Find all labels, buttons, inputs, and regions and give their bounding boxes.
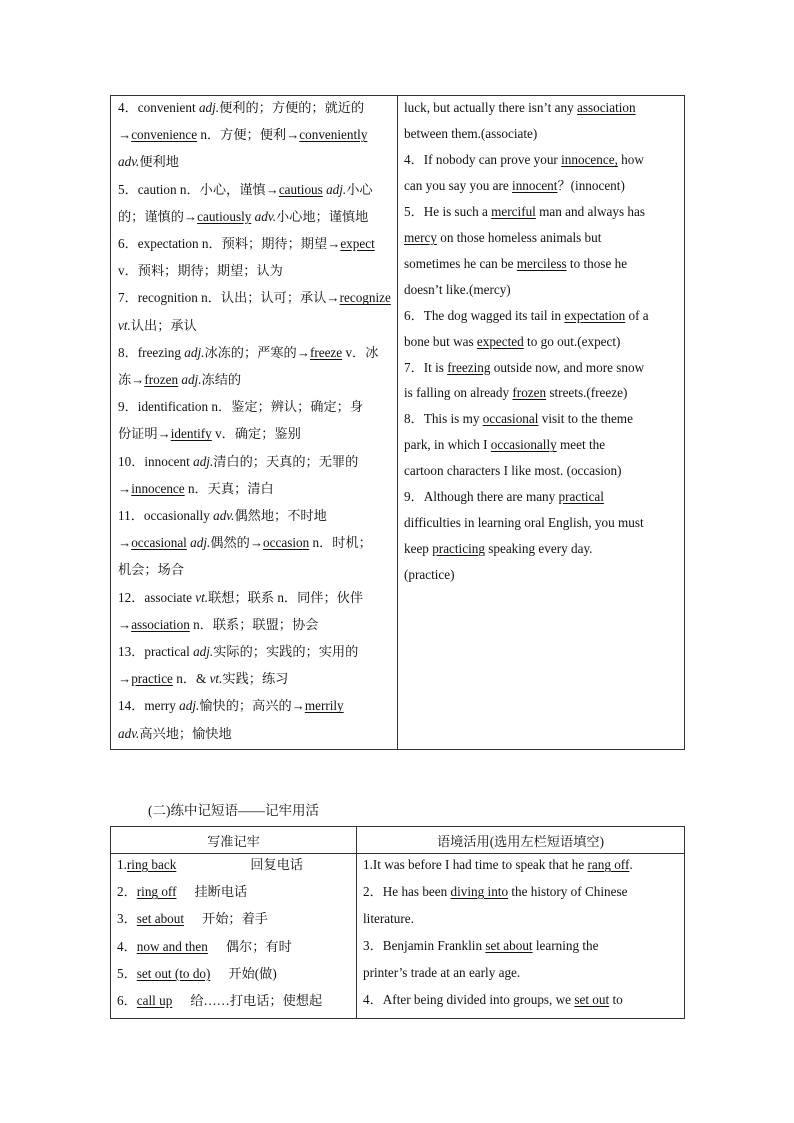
phrase-item [117, 993, 322, 1009]
text-segment: the history of Chinese [508, 884, 628, 899]
text-line [118, 127, 367, 143]
answer-word: association [576, 100, 636, 115]
text-segment: bone but was [404, 333, 477, 349]
text-segment: 便利地 [139, 154, 179, 170]
text-line [118, 290, 391, 306]
text-segment: literature. [363, 911, 414, 926]
text-segment: 7．recognition [118, 290, 202, 306]
text-segment: between them.(associate) [404, 125, 538, 141]
text-segment: 1.It was before I had time to speak that he [363, 857, 588, 872]
column-divider [356, 827, 357, 1018]
text-segment: 5．He is such a [404, 203, 492, 219]
header-left: 写准记牢 [207, 834, 260, 849]
answer-word: innocence [131, 480, 185, 496]
text-segment: n．方便；便利→ [197, 127, 300, 143]
answer-word: practice [131, 671, 173, 687]
text-segment: to go out.(expect) [523, 333, 621, 349]
text-line [118, 508, 327, 524]
text-segment: adv.高兴地；愉快地 [118, 725, 232, 741]
text-segment: of a [625, 307, 649, 323]
text-line [118, 644, 358, 660]
text-segment: 冻→ [118, 372, 145, 387]
answer-word: merrily [304, 698, 344, 714]
text-line [118, 562, 184, 578]
text-line [404, 567, 455, 583]
text-line [363, 911, 414, 927]
text-line [404, 178, 625, 194]
answer-word: set about [485, 938, 533, 953]
text-segment: n．预料；期待；期望→ [201, 236, 341, 251]
answer-word: cautiously [197, 208, 252, 224]
text-segment: man and always has [535, 203, 645, 219]
phrase-meaning: 挂断电话 [194, 884, 248, 900]
answer-word: recognize [339, 290, 391, 306]
text-line [118, 454, 358, 470]
answer-word: practicing [432, 541, 485, 557]
text-segment: park, in which I [404, 437, 491, 453]
answer-word: set out [574, 992, 610, 1007]
text-segment: 14．merry [118, 698, 180, 714]
phrase-meaning: 回复电话 [250, 857, 304, 872]
phrase-number: 1. [117, 857, 127, 872]
text-line [404, 411, 633, 427]
text-segment: . [629, 857, 633, 872]
text-segment: v．确定；鉴别 [211, 426, 301, 442]
text-segment: luck, but actually there isn’t any [404, 100, 577, 115]
phrase-number: 5． [117, 965, 137, 981]
answer-word: cautious [278, 181, 323, 197]
text-segment: 10．innocent [118, 453, 194, 469]
text-segment: n．鉴定；辨认；确定；身 [211, 399, 364, 415]
text-segment: 便利的；方便的；就近的 [219, 100, 365, 115]
text-line [404, 334, 620, 350]
text-segment: 3．Benjamin Franklin [363, 938, 486, 953]
answer-word: frozen [144, 372, 179, 387]
text-segment: adj.偶然的→ [190, 535, 264, 551]
text-line [404, 204, 645, 220]
answer-word: merciless [516, 255, 567, 271]
text-line [118, 399, 363, 415]
text-segment: adv. [118, 154, 140, 170]
answer-word: mercy [404, 229, 437, 245]
text-line [118, 726, 232, 742]
answer-word: identify [170, 426, 212, 442]
text-segment: printer’s trade at an early age. [363, 965, 521, 980]
text-segment: adj.冻结的 [181, 372, 242, 387]
text-segment: difficulties in learning oral English, you must [404, 515, 644, 531]
phrase-item [117, 939, 292, 955]
text-line [404, 515, 644, 531]
text-segment: how [617, 151, 644, 167]
answer-word: innocence, [561, 151, 618, 167]
text-line [118, 481, 274, 497]
text-segment: 的；谨慎的→ [118, 208, 198, 224]
text-line [363, 938, 599, 954]
text-line [118, 236, 375, 252]
text-segment: n．时机； [309, 535, 372, 551]
text-segment: speaking every day. [484, 541, 593, 557]
text-line [118, 372, 241, 388]
text-segment: sometimes he can be [404, 255, 517, 271]
text-segment: keep [404, 541, 433, 557]
text-line [404, 437, 605, 453]
answer-word: diving into [450, 884, 509, 899]
answer-word: expect [340, 236, 375, 251]
phrase-number: 4． [117, 938, 137, 954]
text-segment: n．联系；联盟；协会 [189, 616, 319, 632]
text-segment: is falling on already [404, 385, 513, 401]
text-line [404, 256, 627, 272]
text-segment: → [118, 616, 132, 632]
text-segment: 4．If nobody can prove your [404, 151, 562, 167]
phrase-meaning: 开始(做) [228, 965, 277, 981]
answer-word: rang off [587, 857, 630, 872]
phrase-meaning: 偶尔；有时 [225, 938, 292, 954]
phrase-number: 6． [117, 993, 137, 1008]
phrase-text: now and then [136, 938, 208, 954]
phrase-text: ring back [126, 857, 177, 872]
text-segment: adj. [198, 100, 220, 115]
text-segment: to [609, 992, 623, 1007]
text-segment: learning the [532, 938, 599, 953]
text-segment: n．认出；认可；承认→ [201, 290, 340, 306]
text-line [118, 209, 368, 225]
text-segment: 8．This is my [404, 411, 483, 427]
text-line [404, 385, 627, 401]
text-segment: 5．caution [118, 181, 180, 197]
text-line [404, 541, 592, 557]
text-line [404, 360, 644, 376]
text-line [404, 282, 511, 298]
phrase-meaning: 给……打电话；使想起 [190, 993, 323, 1008]
text-segment: → [118, 671, 132, 687]
text-line [118, 535, 372, 551]
phrase-item [117, 884, 247, 900]
text-segment: 份证明→ [118, 426, 171, 442]
phrase-item [117, 911, 268, 927]
answer-word: freezing [447, 359, 491, 375]
phrase-text: set about [136, 911, 185, 927]
text-line [363, 965, 520, 981]
answer-word: merciful [491, 203, 536, 219]
header-right: 语境活用(选用左栏短语填空) [436, 834, 605, 849]
text-segment: 机会；场合 [118, 562, 184, 578]
answer-word: frozen [512, 385, 547, 401]
text-segment: 12．associate [118, 589, 196, 605]
phrase-text: set out (to do) [136, 965, 211, 981]
text-segment: adj.实际的；实践的；实用的 [193, 644, 359, 659]
text-segment: v．预料；期待；期望；认为 [118, 263, 283, 279]
text-segment: 9．Although there are many [404, 489, 559, 505]
text-line [404, 100, 636, 116]
text-segment: adj.愉快的；高兴的→ [179, 698, 305, 714]
text-segment: adv.小心地；谨慎地 [254, 208, 369, 224]
phrase-number: 3． [117, 911, 137, 927]
phrase-text: ring off [136, 884, 177, 900]
text-segment: n．& vt.实践；练习 [172, 671, 289, 687]
text-line [118, 100, 364, 116]
text-line [118, 671, 288, 687]
text-segment: ？(innocent) [557, 177, 625, 193]
text-segment: doesn’t like.(mercy) [404, 281, 511, 297]
text-segment: → [118, 535, 132, 551]
text-line [118, 698, 344, 714]
text-line [118, 590, 363, 606]
text-segment: n．小心，谨慎→ [179, 181, 279, 197]
text-line [118, 345, 378, 361]
text-segment: visit to the theme [538, 411, 633, 427]
answer-word: practical [558, 489, 604, 505]
text-segment: 4．convenient [118, 100, 199, 115]
text-segment: n．天真；清白 [184, 480, 274, 496]
text-line [118, 263, 283, 279]
text-segment: cartoon characters I like most. (occasion) [404, 463, 622, 479]
phrase-item [117, 857, 303, 873]
phrase-meaning: 开始；着手 [202, 911, 268, 927]
column-divider [397, 96, 398, 749]
text-segment: → [118, 127, 132, 143]
text-line [404, 463, 622, 479]
text-segment: adj.小心 [326, 181, 373, 197]
answer-word: occasion [263, 535, 310, 551]
text-segment: 13．practical [118, 644, 194, 659]
text-line [404, 126, 537, 142]
text-segment: adv.偶然地；不时地 [213, 508, 327, 523]
text-segment: 6．The dog wagged its tail in [404, 307, 565, 323]
answer-word: occasional [131, 535, 187, 551]
text-segment: 7．It is [404, 359, 448, 375]
text-line [118, 617, 318, 633]
phrase-text: call up [136, 993, 173, 1008]
text-line [118, 154, 179, 170]
answer-word: association [131, 616, 190, 632]
text-segment: adj.冰冻的；严寒的→ [184, 344, 310, 360]
answer-word: occasionally [490, 437, 557, 453]
answer-word: innocent [512, 177, 558, 193]
phrase-item [117, 966, 277, 982]
text-segment: vt.认出；承认 [118, 317, 197, 333]
answer-word: occasional [482, 411, 539, 427]
text-line [404, 230, 601, 246]
answer-word: freeze [309, 344, 343, 360]
text-segment: outside now, and more snow [490, 359, 645, 375]
text-line [118, 182, 373, 198]
answer-word: expectation [564, 307, 626, 323]
phrase-number: 2． [117, 884, 137, 900]
text-line [363, 857, 633, 873]
text-segment: on those homeless animals but [436, 229, 602, 245]
text-line [404, 152, 644, 168]
text-segment: 2．He has been [363, 884, 451, 899]
answer-word: convenience [131, 127, 198, 143]
text-segment: adj.清白的；天真的；无罪的 [193, 453, 359, 469]
text-segment: v．冰 [342, 344, 379, 360]
text-segment: 6．expectation [118, 236, 202, 251]
text-segment: 11．occasionally [118, 508, 214, 523]
section-title: (二)练中记短语——记牢用活 [148, 803, 319, 818]
text-segment: (practice) [404, 567, 455, 583]
text-segment: → [118, 480, 132, 496]
text-segment: streets.(freeze) [546, 385, 628, 401]
text-segment: 8．freezing [118, 344, 185, 360]
answer-word: conveniently [299, 127, 368, 143]
text-line [404, 489, 604, 505]
text-line [404, 308, 649, 324]
text-line [118, 318, 197, 334]
phrase-table [110, 826, 685, 1019]
text-segment: meet the [556, 437, 606, 453]
text-line [363, 884, 627, 900]
header-divider [111, 853, 684, 854]
answer-word: expected [476, 333, 524, 349]
text-segment: 4．After being divided into groups, we [363, 992, 575, 1007]
text-segment: 9．identification [118, 399, 212, 415]
text-line [363, 992, 623, 1008]
text-segment: can you say you are [404, 177, 513, 193]
vocabulary-table [110, 95, 685, 750]
text-segment: vt.联想；联系 n．同伴；伙伴 [195, 589, 364, 605]
text-line [118, 426, 301, 442]
text-segment: to those he [566, 255, 628, 271]
